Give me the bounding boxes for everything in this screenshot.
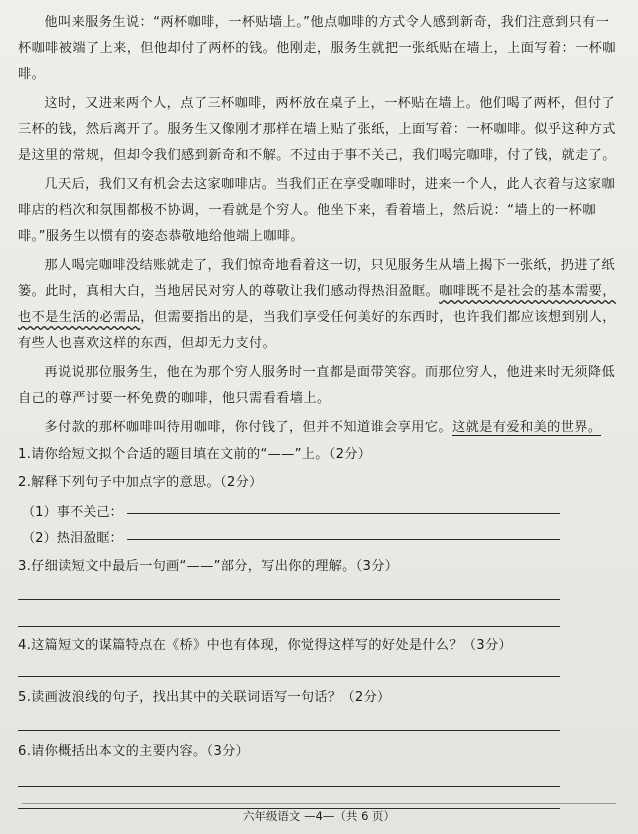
paragraph-5: 再说说那位服务生，他在为那个穷人服务时一直都是面带笑容。而那位穷人，他进来时无须降低自己的尊严讨要一杯免费的咖啡，他只需看看墙上。 (18, 365, 616, 406)
question-2-item-2-label: （2）热泪盈眶： (22, 531, 123, 546)
answer-line-2-2[interactable] (127, 538, 560, 540)
question-1: 1.请你给短文拟个合适的题目填在文前的“——”上。（2分） (18, 447, 372, 462)
reading-passage (18, 10, 620, 441)
question-2-item-1 (18, 494, 620, 520)
answer-line-3-1[interactable] (18, 598, 560, 600)
paragraph-4-text-b: ，但需要指出的是，当我们享受任何美好的东西时，也许我们都应该想到别人，有些人也喜欢这样的东西，但却无力支付。 (18, 310, 616, 351)
paragraph-6 (18, 415, 620, 441)
paragraph-1: 他叫来服务生说：“两杯咖啡，一杯贴墙上。”他点咖啡的方式令人感到新奇，我们注意到只有一杯咖啡被端了上来，但他却付了两杯的钱。他刚走，服务生就把一张纸贴在墙上，上面写着：一杯咖啡。 (18, 15, 616, 82)
footer-divider (22, 803, 616, 804)
answer-line-2-1[interactable] (127, 512, 560, 514)
question-4: 4.这篇短文的谋篇特点在《桥》中也有体现，你觉得这样写的好处是什么？（3分） (18, 638, 512, 653)
underlined-sentence: 这就是有爱和美的世界。 (452, 420, 602, 435)
paragraph-4-text-a: 那人喝完咖啡没结账就走了，我们惊奇地看着这一切，只见服务生从墙上揭下一张纸，扔进了纸篓。此时，真相大白，当地居民对穷人的尊敬让我们感动得热泪盈眶。 (18, 258, 616, 299)
answer-line-4[interactable] (18, 675, 560, 677)
question-2-item-1-label: （1）事不关己： (22, 505, 123, 520)
paragraph-2: 这时，又进来两个人，点了三杯咖啡，两杯放在桌子上，一杯贴在墙上。他们喝了两杯，但付了三杯的钱，然后离开了。服务生又像刚才那样在墙上贴了张纸，上面写着：一杯咖啡。似乎这种方式是这里的常规，但却令我们感到新奇和不解。不过由于事不关己，我们喝完咖啡，付了钱，就走了。 (18, 96, 616, 163)
questions (18, 444, 620, 809)
question-2: 2.解释下列句子中加点字的意思。（2分） (18, 475, 263, 490)
paragraph-6-text: 多付款的那杯咖啡叫待用咖啡，你付钱了，但并不知道谁会享用它。 (44, 420, 453, 435)
page-footer: 六年级语文 —4—（共 6 页） (242, 809, 396, 823)
wavy-underlined-sentence: 咖啡既不是社会的基本需要，也不是生活的必需品 (18, 284, 616, 325)
answer-line-6-1[interactable] (18, 785, 560, 787)
question-2-item-2 (18, 520, 620, 546)
paragraph-3: 几天后，我们又有机会去这家咖啡店。当我们正在享受咖啡时，进来一个人，此人衣着与这家咖啡店的档次和氛围都极不协调，一看就是个穷人。他坐下来，看着墙上，然后说：“墙上的一杯咖啡。”服务生以惯有的姿态恭敬地给他端上咖啡。 (18, 177, 616, 244)
answer-line-5[interactable] (18, 729, 560, 731)
answer-line-3-2[interactable] (18, 625, 560, 627)
question-6: 6.请你概括出本文的主要内容。（3分） (18, 744, 250, 759)
paragraph-4 (18, 253, 620, 357)
question-5: 5.读画波浪线的句子，找出其中的关联词语写一句话？（2分） (18, 690, 391, 705)
question-3: 3.仔细读短文中最后一句画“——”部分，写出你的理解。（3分） (18, 559, 399, 574)
